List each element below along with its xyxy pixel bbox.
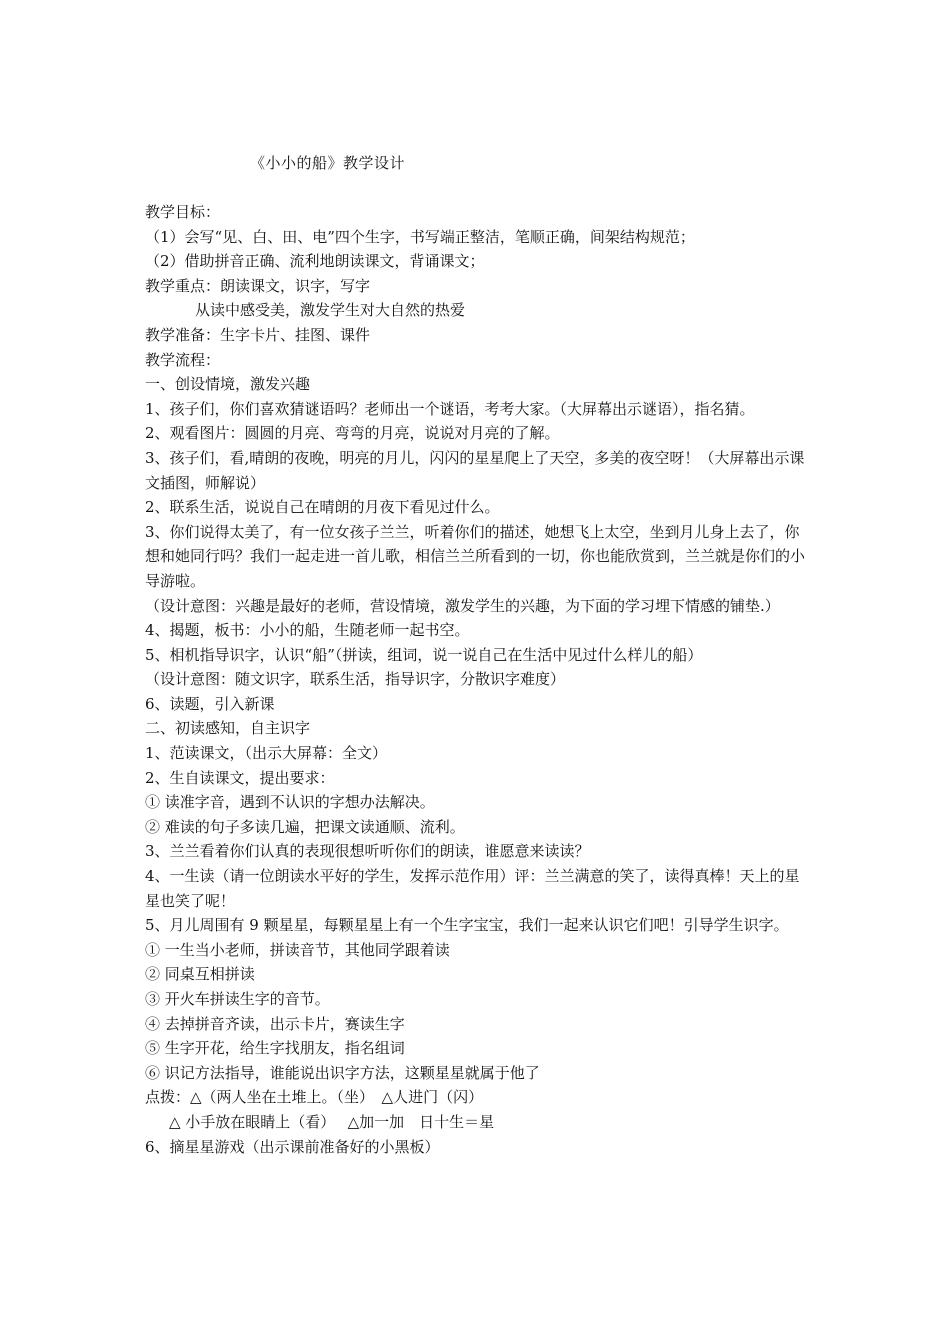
list-item: ② 同桌互相拼读 [145, 965, 255, 984]
document-body [145, 200, 813, 1159]
paragraph: 1、孩子们，你们喜欢猜谜语吗？老师出一个谜语，考考大家。（大屏幕出示谜语），指名猜。 [145, 399, 755, 418]
paragraph: 6、读题，引入新课 [145, 694, 275, 713]
paragraph: 教学目标： [145, 203, 221, 221]
paragraph: 2、观看图片：圆圆的月亮、弯弯的月亮，说说对月亮的了解。 [145, 424, 560, 443]
list-item: ② 难读的句子多读几遍，把课文读通顺、流利。 [145, 817, 465, 836]
list-item: ⑥ 识记方法指导，谁能说出识字方法，这颗星星就属于他了 [145, 1063, 540, 1082]
paragraph: 4、揭题，板书：小小的船，生随老师一起书空。 [145, 621, 470, 640]
paragraph: 1、范读课文，（出示大屏幕：全文） [145, 744, 388, 763]
paragraph: 6、摘星星游戏（出示课前准备好的小黑板） [145, 1137, 440, 1156]
section-heading: 二、初读感知，自主识字 [145, 719, 311, 738]
paragraph: 5、月儿周围有 9 颗星星，每颗星星上有一个生字宝宝，我们一起来认识它们吧！引导学生识字。 [145, 916, 789, 935]
paragraph: （1）会写“见、白、田、电”四个生字，书写端正整洁，笔顺正确，间架结构规范； [145, 227, 695, 246]
list-item: ⑤ 生字开花，给生字找朋友，指名组词 [145, 1039, 405, 1058]
list-item: ③ 开火车拼读生字的音节。 [145, 990, 330, 1008]
paragraph: 3、你们说得太美了，有一位女孩子兰兰，听着你们的描述，她想飞上太空，坐到月儿身上去了，你想和她同行吗？我们一起走进一首儿歌，相信兰兰所看到的一切，你也能欣赏到，兰兰就是你们的小导游啦。 [145, 522, 806, 590]
paragraph: 教学重点：朗读课文，识字，写字 [145, 276, 371, 295]
paragraph: （设计意图：随文识字，联系生活，指导识字，分散识字难度） [145, 670, 566, 689]
paragraph: 教学准备：生字卡片、挂图、课件 [145, 325, 371, 344]
paragraph: 2、生自读课文，提出要求： [145, 768, 335, 787]
list-item: ① 读准字音，遇到不认识的字想办法解决。 [145, 793, 435, 812]
list-item: ④ 去掉拼音齐读，出示卡片，赛读生字 [145, 1014, 405, 1033]
paragraph: 3、孩子们，看,晴朗的夜晚，明亮的月儿，闪闪的星星爬上了天空，多美的夜空呀！（大屏幕出示课文插图，师解说） [145, 448, 805, 492]
paragraph: 3、兰兰看着你们认真的表现很想听听你们的朗读，谁愿意来读读？ [145, 842, 590, 861]
paragraph: （设计意图：兴趣是最好的老师，营设情境，激发学生的兴趣，为下面的学习埋下情感的铺垫.） [145, 596, 780, 615]
paragraph: 2、联系生活，说说自己在晴朗的月夜下看见过什么。 [145, 498, 500, 517]
paragraph: 5、相机指导识字，认识“船”（拼读，组词，说一说自己在生活中见过什么样儿的船） [145, 645, 703, 664]
paragraph: △ 小手放在眼睛上（看） △加一加 日十生＝星 [169, 1112, 495, 1131]
paragraph: 教学流程： [145, 350, 221, 369]
list-item: ① 一生当小老师，拼读音节，其他同学跟着读 [145, 940, 450, 959]
section-heading: 一、创设情境，激发兴趣 [145, 375, 311, 394]
paragraph: 从读中感受美，激发学生对大自然的热爱 [195, 301, 466, 320]
paragraph: 点拨：△（两人坐在土堆上。（坐） △人进门（闪） [145, 1088, 484, 1107]
paragraph: （2）借助拼音正确、流利地朗读课文，背诵课文； [145, 252, 485, 271]
document-title: 《小小的船》教学设计 [250, 154, 406, 172]
paragraph: 4、一生读（请一位朗读水平好的学生，发挥示范作用）评：兰兰满意的笑了，读得真棒！天上的星星也笑了呢！ [145, 867, 800, 910]
